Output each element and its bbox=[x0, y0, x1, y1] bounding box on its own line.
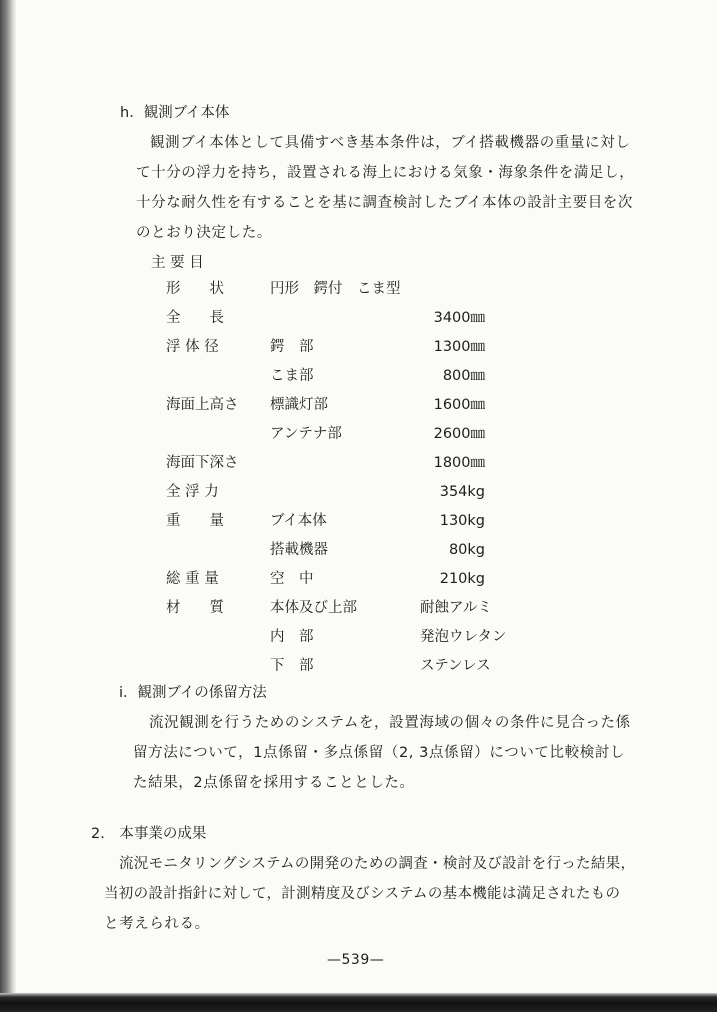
spec-label: 総 重 量 bbox=[166, 571, 219, 587]
section-i-paragraph-line-3: た結果，2点係留を採用することとした。 bbox=[133, 775, 415, 791]
section-i-paragraph-line-2: 留方法について，1点係留・多点係留（2, 3点係留）について比較検討し bbox=[133, 745, 626, 761]
spec-label: 重 量 bbox=[166, 513, 224, 529]
section-h-heading: h．観測ブイ本体 bbox=[120, 105, 230, 121]
spec-value: 耐蝕アルミ bbox=[420, 600, 492, 616]
spec-sub: 搭載機器 bbox=[270, 542, 328, 558]
spec-value: 発泡ウレタン bbox=[420, 629, 507, 645]
scan-shadow-left bbox=[0, 0, 16, 1012]
spec-sub: 円形 鍔付 こま型 bbox=[270, 281, 401, 297]
spec-value: 1300㎜ bbox=[433, 339, 485, 355]
spec-sub: ブイ本体 bbox=[270, 513, 327, 529]
spec-sub: 鍔 部 bbox=[270, 339, 314, 355]
spec-value: 1800㎜ bbox=[433, 455, 485, 471]
section-h-paragraph-line-4: のとおり決定した。 bbox=[136, 225, 272, 241]
spec-label: 全 浮 力 bbox=[166, 484, 219, 500]
spec-label: 材 質 bbox=[166, 600, 224, 616]
spec-value: 2600㎜ bbox=[433, 426, 485, 442]
spec-value: 1600㎜ bbox=[433, 397, 485, 413]
section-h-paragraph-line-3: 十分な耐久性を有することを基に調査検討したブイ本体の設計主要目を次 bbox=[136, 195, 633, 211]
spec-sub: 本体及び上部 bbox=[270, 600, 357, 616]
spec-sub: 内 部 bbox=[270, 629, 314, 645]
section-h-paragraph-line-1: 観測ブイ本体として具備すべき基本条件は，ブイ搭載機器の重量に対し bbox=[150, 135, 631, 151]
spec-sub: アンテナ部 bbox=[270, 426, 342, 442]
spec-value: 80kg bbox=[448, 542, 485, 558]
spec-label: 浮 体 径 bbox=[166, 339, 219, 355]
spec-value: 210kg bbox=[439, 571, 485, 587]
spec-label: 海面下深さ bbox=[166, 455, 239, 471]
section-i-paragraph-line-1: 流況観測を行うためのシステムを，設置海域の個々の条件に見合った係 bbox=[149, 715, 631, 731]
spec-value: 3400㎜ bbox=[433, 310, 485, 326]
spec-table-title: 主 要 目 bbox=[151, 255, 204, 271]
spec-label: 形 状 bbox=[166, 281, 224, 297]
spec-sub: 下 部 bbox=[270, 658, 314, 674]
spec-value: 800㎜ bbox=[442, 368, 485, 384]
spec-sub: 空 中 bbox=[270, 571, 314, 587]
spec-label: 全 長 bbox=[166, 310, 224, 326]
spec-label: 海面上高さ bbox=[166, 397, 239, 413]
section-2-paragraph-line-1: 流況モニタリングシステムの開発のための調査・検討及び設計を行った結果， bbox=[119, 856, 636, 872]
section-2-heading: 2. 本事業の成果 bbox=[91, 826, 207, 842]
page-number: —539— bbox=[327, 952, 385, 968]
spec-value: 354kg bbox=[439, 484, 485, 500]
spec-sub: こま部 bbox=[270, 368, 314, 384]
scan-shadow-bottom bbox=[0, 993, 717, 1012]
section-2-paragraph-line-3: と考えられる。 bbox=[104, 916, 210, 932]
section-2-paragraph-line-2: 当初の設計指針に対して，計測精度及びシステムの基本機能は満足されたもの bbox=[104, 886, 621, 902]
section-h-paragraph-line-2: て十分の浮力を持ち，設置される海上における気象・海象条件を満足し， bbox=[136, 165, 635, 181]
section-i-heading: i．観測ブイの係留方法 bbox=[119, 685, 267, 701]
spec-value: ステンレス bbox=[420, 658, 491, 674]
spec-sub: 標識灯部 bbox=[270, 397, 328, 413]
spec-value: 130kg bbox=[439, 513, 485, 529]
